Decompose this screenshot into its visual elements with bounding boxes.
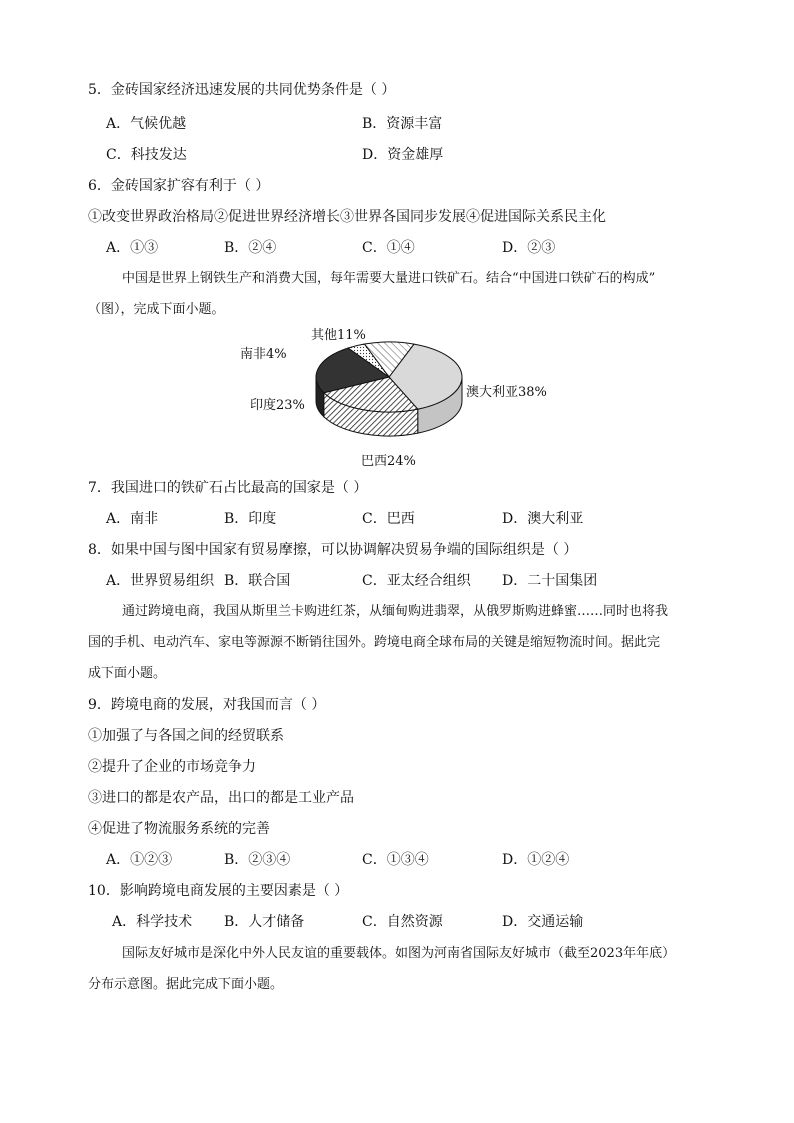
passage-ecom-line1: 通过跨境电商，我国从斯里兰卡购进红茶，从缅甸购进翡翠，从俄罗斯购进蜂蜜……同时也将我 <box>122 604 669 619</box>
passage-ecom-line2: 国的手机、电动汽车、家电等源源不断销往国外。跨境电商全球布局的关键是缩短物流时间。据此完 <box>88 635 661 650</box>
q9-option-d: D．①②④ <box>502 852 570 868</box>
q8-stem: 8．如果中国与图中国家有贸易摩擦，可以协调解决贸易争端的国际组织是（ ） <box>88 542 578 558</box>
pie-label-australia: 澳大利亚38% <box>466 385 547 400</box>
q8-option-d: D．二十国集团 <box>502 573 598 589</box>
q8-option-a: A．世界贸易组织 <box>106 573 215 589</box>
pie-label-south-africa: 南非4% <box>240 347 287 362</box>
q5-option-a: A．气候优越 <box>106 116 187 132</box>
iron-ore-pie-chart <box>236 322 566 472</box>
pie-label-brazil: 巴西24% <box>361 454 416 469</box>
q10-option-c: C．自然资源 <box>362 914 443 930</box>
q9-statement-1: ①加强了与各国之间的经贸联系 <box>88 728 284 744</box>
q6-option-c: C．①④ <box>362 240 415 256</box>
q10-option-b: B．人才储备 <box>224 914 305 930</box>
q5-option-d: D．资金雄厚 <box>362 147 444 163</box>
q9-statement-3: ③进口的都是农产品，出口的都是工业产品 <box>88 790 354 806</box>
q9-stem: 9．跨境电商的发展，对我国而言（ ） <box>88 697 326 713</box>
q6-option-b: B．②④ <box>224 240 277 256</box>
q5-stem: 5．金砖国家经济迅速发展的共同优势条件是（ ） <box>88 82 396 98</box>
pie-label-other: 其他11% <box>311 328 366 343</box>
q6-option-d: D．②③ <box>502 240 556 256</box>
q9-option-a: A．①②③ <box>106 852 173 868</box>
q10-option-d: D．交通运输 <box>502 914 584 930</box>
q7-option-d: D．澳大利亚 <box>502 511 584 527</box>
q10-option-a: A．科学技术 <box>112 914 193 930</box>
q7-option-c: C．巴西 <box>362 511 415 527</box>
passage-iron-line1: 中国是世界上钢铁生产和消费大国，每年需要大量进口铁矿石。结合“中国进口铁矿石的构成” <box>122 271 656 286</box>
q9-statement-2: ②提升了企业的市场竞争力 <box>88 759 256 775</box>
q6-stem: 6．金砖国家扩容有利于（ ） <box>88 178 270 194</box>
q6-option-a: A．①③ <box>106 240 159 256</box>
passage-ecom-line3: 成下面小题。 <box>88 666 167 681</box>
q5-option-c: C．科技发达 <box>106 147 187 163</box>
pie-label-india: 印度23% <box>250 398 305 413</box>
q10-stem: 10．影响跨境电商发展的主要因素是（ ） <box>88 883 349 899</box>
q6-statements: ①改变世界政治格局②促进世界经济增长③世界各国同步发展④促进国际关系民主化 <box>88 209 606 225</box>
passage-city-line2: 分布示意图。据此完成下面小题。 <box>88 977 284 992</box>
passage-iron-line2: （图），完成下面小题。 <box>88 302 225 317</box>
q7-option-b: B．印度 <box>224 511 277 527</box>
q8-option-c: C．亚太经合组织 <box>362 573 471 589</box>
q9-option-b: B．②③④ <box>224 852 291 868</box>
passage-city-line1: 国际友好城市是深化中外人民友谊的重要载体。如图为河南省国际友好城市（截至2023年年底） <box>122 946 676 961</box>
q7-stem: 7．我国进口的铁矿石占比最高的国家是（ ） <box>88 480 368 496</box>
q5-option-b: B．资源丰富 <box>362 116 443 132</box>
q9-option-c: C．①③④ <box>362 852 429 868</box>
q9-statement-4: ④促进了物流服务系统的完善 <box>88 821 270 837</box>
q7-option-a: A．南非 <box>106 511 159 527</box>
q8-option-b: B．联合国 <box>224 573 291 589</box>
